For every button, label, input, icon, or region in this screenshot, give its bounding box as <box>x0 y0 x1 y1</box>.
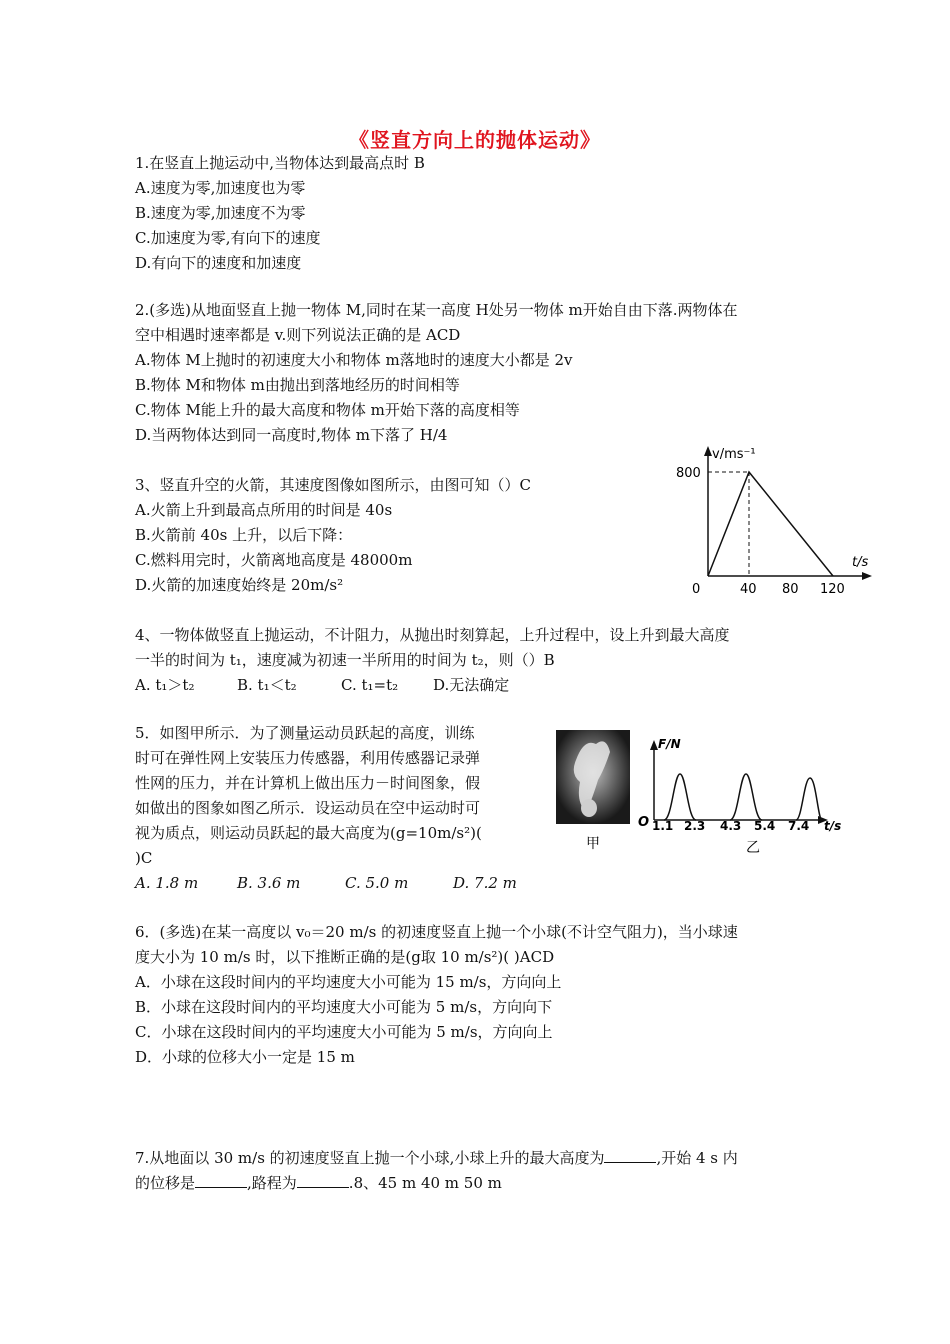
option-b: B. t₁＜t₂ <box>237 676 297 694</box>
question-7 <box>135 1146 738 1196</box>
question-3 <box>135 473 531 598</box>
option-d: D．小球的位移大小一定是 15 m <box>135 1048 355 1066</box>
velocity-line <box>708 472 833 576</box>
option-d: D. 7.2 m <box>453 874 517 892</box>
option-c: C. 5.0 m <box>345 874 409 892</box>
answer-blank-1 <box>604 1148 656 1163</box>
question-2 <box>135 298 738 448</box>
x-axis-label: t/s <box>824 819 842 833</box>
question-stem-cont: 性网的压力，并在计算机上做出压力－时间图象，假 <box>135 774 481 792</box>
option-a: A.物体 M上抛时的初速度大小和物体 m落地时的速度大小都是 2v <box>135 351 573 369</box>
photo-caption: 甲 <box>586 836 600 852</box>
question-stem: 2.(多选)从地面竖直上抛一物体 M,同时在某一高度 H处另一物体 m开始自由下落.两物体在 <box>135 301 738 319</box>
question-stem-cont: 时可在弹性网上安装压力传感器，利用传感器记录弹 <box>135 749 481 767</box>
question-stem <box>135 1146 738 1171</box>
x-tick-1-1: 1.1 <box>652 819 674 833</box>
x-tick-0: 0 <box>692 582 701 597</box>
options-row <box>135 673 730 698</box>
question-6 <box>135 920 738 1070</box>
x-tick-5-4: 5.4 <box>754 819 776 833</box>
option-a: A. t₁＞t₂ <box>135 676 195 694</box>
graph-caption: 乙 <box>746 840 760 856</box>
y-tick-800: 800 <box>676 466 701 481</box>
question-stem: 4、一物体做竖直上抛运动，不计阻力，从抛出时刻算起，上升过程中，设上升到最大高度 <box>135 626 730 644</box>
stem-part-2: ,开始 4 s 内 <box>656 1149 738 1167</box>
page-title: 《竖直方向上的抛体运动》 <box>349 128 601 152</box>
option-c: C．小球在这段时间内的平均速度大小可能为 5 m/s，方向向上 <box>135 1023 553 1041</box>
question-5 <box>135 721 517 896</box>
velocity-time-graph <box>668 444 888 600</box>
option-d: D.有向下的速度和加速度 <box>135 254 302 272</box>
question-stem: 3、竖直升空的火箭，其速度图像如图所示，由图可知（）C <box>135 476 532 494</box>
question-stem-cont: 如做出的图象如图乙所示．设运动员在空中运动时可 <box>135 799 481 817</box>
stem-part-3: 的位移是 <box>135 1174 196 1192</box>
x-tick-80: 80 <box>782 582 799 597</box>
question-1 <box>135 151 425 276</box>
question-stem-cont: 一半的时间为 t₁，速度减为初速一半所用的时间为 t₂，则（）B <box>135 651 555 669</box>
x-tick-7-4: 7.4 <box>788 819 810 833</box>
options-row <box>135 871 517 896</box>
athlete-head <box>581 799 597 817</box>
x-axis-label: t/s <box>852 555 869 570</box>
answer-blank-3 <box>297 1173 349 1188</box>
force-pulse-1 <box>664 774 696 820</box>
question-stem-cont: 视为质点，则运动员跃起的最大高度为(g=10m/s²)( <box>135 824 482 842</box>
question-stem: 5．如图甲所示．为了测量运动员跃起的高度，训练 <box>135 724 475 742</box>
stem-part-1: 7.从地面以 30 m/s 的初速度竖直上抛一个小球,小球上升的最大高度为 <box>135 1149 605 1167</box>
option-d: D.当两物体达到同一高度时,物体 m下落了 H/4 <box>135 426 448 444</box>
option-a: A．小球在这段时间内的平均速度大小可能为 15 m/s，方向向上 <box>135 973 562 991</box>
stem-part-5: .8、45 m 40 m 50 m <box>348 1174 502 1192</box>
question-stem: 6．(多选)在某一高度以 v₀＝20 m/s 的初速度竖直上抛一个小球(不计空气阻力)，当小球速 <box>135 923 738 941</box>
question-stem-cont: 空中相遇时速率都是 v.则下列说法正确的是 ACD <box>135 326 461 344</box>
option-d: D.火箭的加速度始终是 20m/s² <box>135 576 344 594</box>
athlete-photo <box>556 730 630 854</box>
option-c: C.物体 M能上升的最大高度和物体 m开始下落的高度相等 <box>135 401 520 419</box>
question-stem-cont <box>135 1171 738 1196</box>
question-stem-cont: )C <box>135 849 153 867</box>
x-tick-40: 40 <box>740 582 757 597</box>
x-tick-2-3: 2.3 <box>684 819 706 833</box>
option-c: C.燃料用完时，火箭离地高度是 48000m <box>135 551 413 569</box>
origin-label: O <box>638 815 650 830</box>
y-axis-label: F/N <box>658 737 681 751</box>
question-stem-cont: 度大小为 10 m/s 时，以下推断正确的是(g取 10 m/s²)( )ACD <box>135 948 555 966</box>
y-axis-arrow <box>650 740 658 750</box>
y-axis-label: v/ms⁻¹ <box>712 447 756 462</box>
stem-part-4: ,路程为 <box>247 1174 297 1192</box>
question-4 <box>135 623 730 698</box>
option-b: B. 3.6 m <box>237 874 301 892</box>
question-stem: 1.在竖直上抛运动中,当物体达到最高点时 B <box>135 154 425 172</box>
option-b: B.物体 M和物体 m由抛出到落地经历的时间相等 <box>135 376 460 394</box>
option-a: A.火箭上升到最高点所用的时间是 40s <box>135 501 393 519</box>
force-pulse-2 <box>730 774 762 820</box>
x-axis-arrow <box>862 572 872 580</box>
option-c: C.加速度为零,有向下的速度 <box>135 229 321 247</box>
option-a: A.速度为零,加速度也为零 <box>135 179 306 197</box>
option-b: B.速度为零,加速度不为零 <box>135 204 306 222</box>
force-time-graph <box>634 734 848 856</box>
x-tick-4-3: 4.3 <box>720 819 742 833</box>
option-a: A. 1.8 m <box>135 874 199 892</box>
answer-blank-2 <box>195 1173 247 1188</box>
x-tick-120: 120 <box>820 582 845 597</box>
option-d: D.无法确定 <box>433 676 510 694</box>
option-c: C. t₁=t₂ <box>341 676 399 694</box>
option-b: B．小球在这段时间内的平均速度大小可能为 5 m/s，方向向下 <box>135 998 553 1016</box>
force-pulse-3 <box>796 778 822 820</box>
option-b: B.火箭前 40s 上升，以后下降： <box>135 526 353 544</box>
y-axis-arrow <box>704 446 712 456</box>
